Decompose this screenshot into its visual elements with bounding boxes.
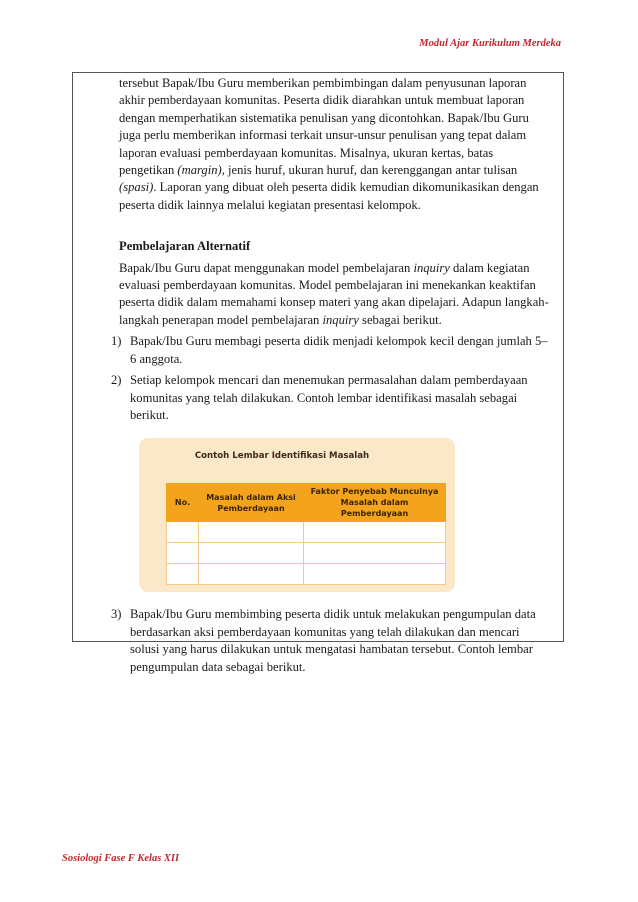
section-heading: Pembelajaran Alternatif	[119, 239, 251, 254]
main-content	[111, 75, 549, 676]
card-title: Contoh Lembar Identifikasi Masalah	[194, 451, 370, 462]
paragraph-laporan: tersebut Bapak/Ibu Guru memberikan pembimbingan dalam penyusunan laporan akhir pemberdayaan komunitas. Peserta didik diarahkan untuk membuat laporan dengan memperhatikan sistematika penulisan yang dicontohkan. Bapak/Ibu Guru juga perlu memberikan informasi terkait unsur-unsur penulisan yang tepat dalam laporan evaluasi pemberdayaan komunitas. Misalnya, ukuran kertas, batas pengetikan (margin), jenis huruf, ukuran huruf, dan kerenggangan antar tulisan (spasi). Laporan yang dibuat oleh peserta didik kemudian dikomunikasikan dengan peserta didik lainnya melalui kegiatan presentasi kelompok.	[119, 76, 539, 212]
steps-list-continued	[111, 606, 549, 676]
column-header-masalah: Masalah dalam Aksi Pemberdayaan	[199, 484, 304, 522]
table-row	[167, 522, 446, 543]
identification-sheet-card	[139, 438, 455, 592]
column-header-faktor: Faktor Penyebab Munculnya Masalah dalam Pemberdayaan	[304, 484, 446, 522]
paragraph-inquiry: Bapak/Ibu Guru dapat menggunakan model pembelajaran inquiry dalam kegiatan evaluasi pemberdayaan komunitas. Model pembelajaran ini menekankan keaktifan peserta didik dalam memahami konsep materi yang akan dipelajari. Adapun langkah-langkah penerapan model pembelajaran inquiry sebagai berikut.	[119, 260, 549, 327]
list-item: 1) Bapak/Ibu Guru membagi peserta didik menjadi kelompok kecil dengan jumlah 5–6 anggota.	[111, 334, 548, 366]
identification-table	[166, 483, 446, 585]
column-header-no: No.	[167, 484, 199, 522]
steps-list	[111, 333, 549, 424]
list-item: 2) Setiap kelompok mencari dan menemukan permasalahan dalam pemberdayaan komunitas yang telah dilakukan. Contoh lembar identifikasi masalah sebagai berikut.	[111, 373, 528, 422]
table-row	[167, 543, 446, 564]
table-row	[167, 564, 446, 585]
running-header: Modul Ajar Kurikulum Merdeka	[419, 38, 561, 49]
list-item: 3) Bapak/Ibu Guru membimbing peserta didik untuk melakukan pengumpulan data berdasarkan aksi pemberdayaan komunitas yang telah dilakukan dan mencari solusi yang harus dilakukan untuk mengatasi hambatan tersebut. Contoh lembar pengumpulan data sebagai berikut.	[111, 607, 536, 674]
running-footer: Sosiologi Fase F Kelas XII	[62, 853, 180, 864]
